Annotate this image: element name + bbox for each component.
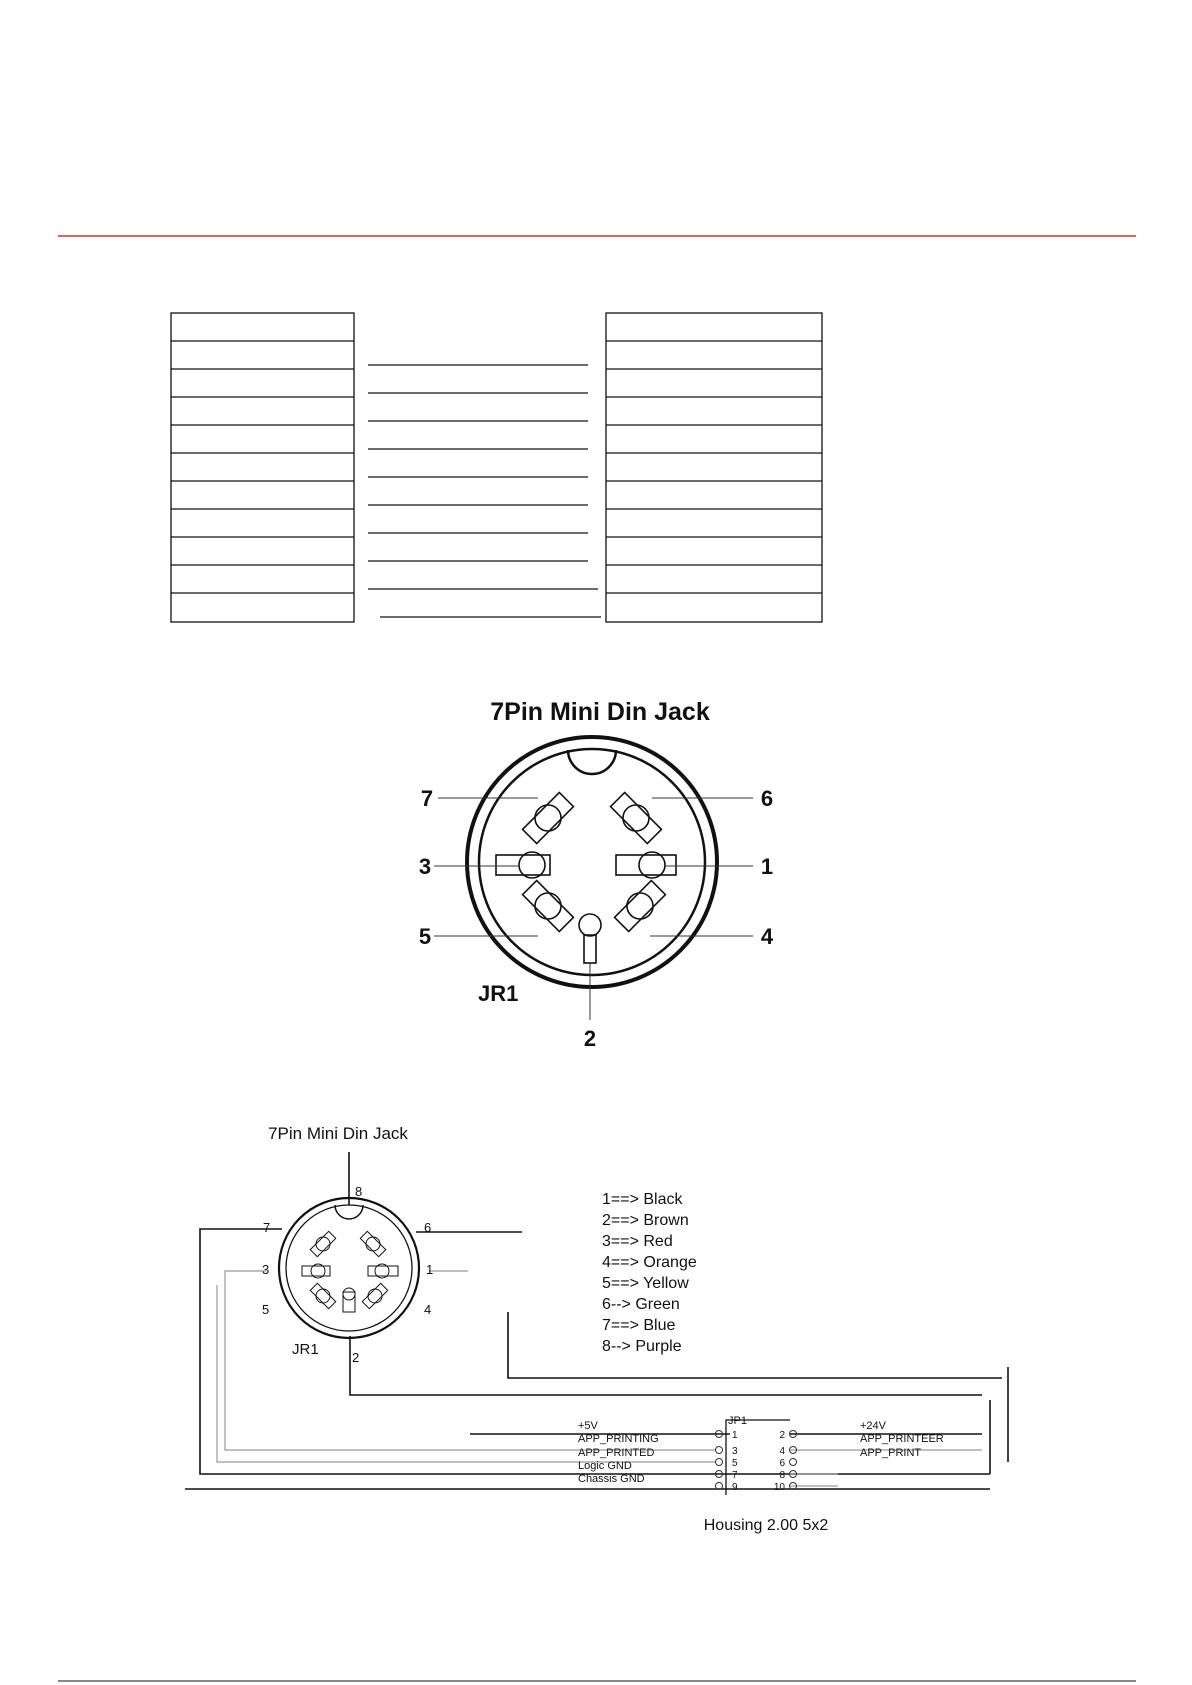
jp1-pin-left: 1 <box>732 1430 738 1441</box>
jp1-pin-right: 10 <box>773 1482 785 1493</box>
wiring-pin-label-5: 5 <box>262 1302 270 1317</box>
connector-key-notch <box>568 750 616 774</box>
table-middle-lines <box>368 365 601 617</box>
wiring-pin-label-2: 2 <box>352 1350 360 1365</box>
pin-table <box>171 313 822 622</box>
jp1-pin-left: 5 <box>732 1458 738 1469</box>
jp1-header <box>716 1415 797 1495</box>
signal-left: +5V <box>578 1420 598 1432</box>
color-legend <box>602 1191 697 1355</box>
wiring-pin-label-3: 3 <box>262 1262 270 1277</box>
jp1-pin-right: 2 <box>779 1430 785 1441</box>
contact-pin-5 <box>520 878 575 933</box>
wiring-diagram <box>185 1124 1008 1534</box>
jp1-pin-left: 7 <box>732 1470 738 1481</box>
connector-pin-label-4: 4 <box>760 924 774 949</box>
contact-pin-6 <box>608 790 663 845</box>
table-left-column <box>171 313 354 622</box>
connector-title: 7Pin Mini Din Jack <box>490 698 710 726</box>
jp1-pin-right: 6 <box>779 1458 785 1469</box>
housing-label: Housing 2.00 5x2 <box>703 1517 829 1534</box>
wiring-contacts <box>302 1230 398 1312</box>
connector-contacts <box>496 790 676 963</box>
signal-right: +24V <box>860 1420 886 1432</box>
signal-left: Chassis GND <box>578 1473 645 1485</box>
legend-item: 8--> Purple <box>602 1338 682 1355</box>
contact-pin-4 <box>612 878 667 933</box>
connector-pin-label-2: 2 <box>583 1026 597 1051</box>
contact-pin-1 <box>616 852 676 878</box>
legend-item: 6--> Green <box>602 1296 680 1313</box>
contact-pin-7 <box>520 790 575 845</box>
jp1-ref: JP1 <box>728 1415 747 1427</box>
wiring-ref: JR1 <box>292 1341 319 1358</box>
connector-ref: JR1 <box>478 981 519 1006</box>
wiring-pin-label-7: 7 <box>263 1220 271 1235</box>
contact-pin-3 <box>496 852 550 878</box>
jp1-pin-right: 4 <box>779 1446 785 1457</box>
wiring-pin-label-8: 8 <box>355 1184 363 1199</box>
connector-pin-label-6: 6 <box>760 786 774 811</box>
wiring-key-notch <box>335 1205 363 1219</box>
signal-left: Logic GND <box>578 1460 632 1472</box>
connector-pin-label-3: 3 <box>418 854 432 879</box>
jp1-pin-left: 3 <box>732 1446 738 1457</box>
jp1-pin-left: 9 <box>732 1482 738 1493</box>
signal-right: APP_PRINTEER <box>860 1433 944 1445</box>
legend-item: 5==> Yellow <box>602 1275 689 1292</box>
contact-pin-2 <box>579 914 601 963</box>
wiring-title: 7Pin Mini Din Jack <box>268 1124 408 1143</box>
signal-right: APP_PRINT <box>860 1447 922 1459</box>
legend-item: 1==> Black <box>602 1191 683 1208</box>
signal-left: APP_PRINTING <box>578 1433 659 1445</box>
connector-pin-label-5: 5 <box>418 924 432 949</box>
legend-item: 7==> Blue <box>602 1317 676 1334</box>
legend-item: 3==> Red <box>602 1233 673 1250</box>
connector-diagram <box>419 698 774 1051</box>
connector-pin-label-1: 1 <box>760 854 774 879</box>
connector-pin-label-7: 7 <box>420 786 434 811</box>
legend-item: 4==> Orange <box>602 1254 697 1271</box>
wiring-pin-label-1: 1 <box>426 1262 434 1277</box>
legend-item: 2==> Brown <box>602 1212 689 1229</box>
jp1-pin-right: 8 <box>779 1470 785 1481</box>
connector-inner-ring <box>479 749 705 975</box>
wiring-pin-label-6: 6 <box>424 1220 432 1235</box>
wiring-pin-label-4: 4 <box>424 1302 432 1317</box>
table-right-column <box>606 313 822 622</box>
signal-left: APP_PRINTED <box>578 1447 655 1459</box>
